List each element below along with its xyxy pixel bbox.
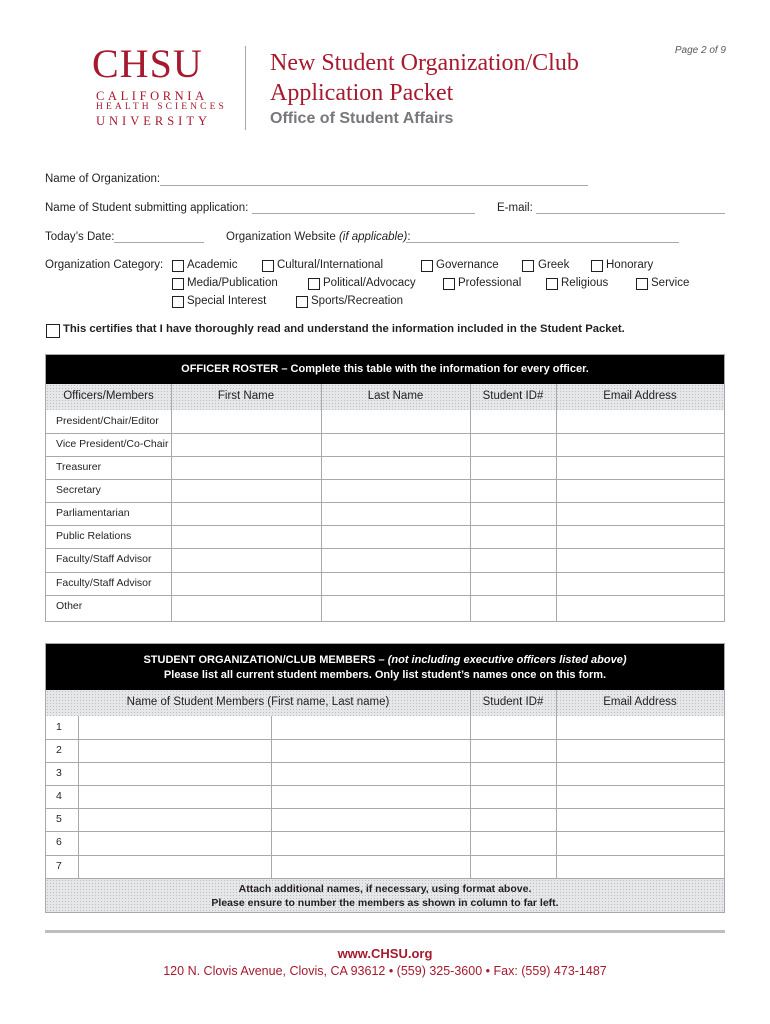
website-label xyxy=(226,231,411,243)
date-label: Today’s Date: xyxy=(45,231,115,243)
divider xyxy=(46,855,724,856)
checkbox-sports[interactable] xyxy=(296,296,308,308)
date-field[interactable] xyxy=(114,242,204,243)
col-first-name: First Name xyxy=(217,390,275,402)
divider xyxy=(46,831,724,832)
divider xyxy=(470,690,471,878)
page-number: Page 2 of 9 xyxy=(674,45,726,56)
student-name-field[interactable] xyxy=(252,213,475,214)
website-note: (if applicable) xyxy=(338,231,408,243)
table-row-label: Faculty/Staff Advisor xyxy=(56,577,152,589)
title-line-2: Application Packet xyxy=(270,80,454,106)
table-row-label: Other xyxy=(56,600,83,612)
category-political-label: Political/Advocacy xyxy=(323,277,416,289)
members-table xyxy=(45,643,725,913)
checkbox-cultural[interactable] xyxy=(262,260,274,272)
certify-text: This certifies that I have thoroughly read and understand the information included in the Student Packet. xyxy=(63,323,625,335)
logo-health-sciences: HEALTH SCIENCES xyxy=(96,102,227,112)
divider xyxy=(271,716,272,878)
subtitle: Office of Student Affairs xyxy=(270,110,454,127)
category-media-label: Media/Publication xyxy=(187,277,278,289)
officer-roster-column-header xyxy=(46,384,724,410)
member-row-number: 5 xyxy=(56,813,62,825)
checkbox-academic[interactable] xyxy=(172,260,184,272)
email-field[interactable] xyxy=(536,213,725,214)
category-cultural-label: Cultural/International xyxy=(277,259,384,271)
website-colon: : xyxy=(407,231,411,243)
officer-roster-title xyxy=(46,355,724,384)
col-member-id: Student ID# xyxy=(482,696,544,708)
title-line-1: New Student Organization/Club xyxy=(270,50,579,76)
members-footer-line-2: Please ensure to number the members as shown in column to far left. xyxy=(211,897,559,909)
col-email: Email Address xyxy=(603,390,677,402)
table-row-label: President/Chair/Editor xyxy=(56,415,159,427)
table-row-label: Secretary xyxy=(56,484,101,496)
divider xyxy=(46,808,724,809)
email-label: E-mail: xyxy=(497,202,533,214)
checkbox-honorary[interactable] xyxy=(591,260,603,272)
officer-roster-title-bold: OFFICER ROSTER xyxy=(181,363,279,375)
checkbox-special-interest[interactable] xyxy=(172,296,184,308)
checkbox-professional[interactable] xyxy=(443,278,455,290)
checkbox-greek[interactable] xyxy=(522,260,534,272)
footer-url[interactable]: www.CHSU.org xyxy=(337,946,433,961)
col-officers: Officers/Members xyxy=(63,390,154,402)
col-student-id: Student ID# xyxy=(482,390,544,402)
members-footer-line-1: Attach additional names, if necessary, using format above. xyxy=(238,883,532,895)
members-title xyxy=(46,644,724,690)
header-divider xyxy=(245,46,246,130)
table-row-label: Faculty/Staff Advisor xyxy=(56,553,152,565)
checkbox-political[interactable] xyxy=(308,278,320,290)
org-name-label: Name of Organization: xyxy=(45,173,161,185)
category-greek-label: Greek xyxy=(538,259,570,271)
members-title-dash: – xyxy=(375,654,388,666)
logo-california: CALIFORNIA xyxy=(96,89,208,103)
checkbox-certify[interactable] xyxy=(46,324,60,338)
category-religious-label: Religious xyxy=(561,277,609,289)
category-governance-label: Governance xyxy=(436,259,499,271)
divider xyxy=(46,762,724,763)
website-label-text: Organization Website xyxy=(226,231,336,243)
members-title-line-1 xyxy=(46,653,724,668)
website-field[interactable] xyxy=(406,242,679,243)
members-title-italic: (not including executive officers listed above) xyxy=(387,654,627,666)
category-professional-label: Professional xyxy=(458,277,522,289)
member-row-number: 1 xyxy=(56,721,62,733)
members-title-line-2: Please list all current student members. Only list student’s names once on this form. xyxy=(163,669,607,681)
student-name-label: Name of Student submitting application: xyxy=(45,202,249,214)
footer-address: 120 N. Clovis Avenue, Clovis, CA 93612 • (559) 325-3600 • Fax: (559) 473-1487 xyxy=(163,964,607,978)
members-column-header xyxy=(46,690,724,716)
category-label: Organization Category: xyxy=(45,259,164,271)
category-special-interest-label: Special Interest xyxy=(187,295,267,307)
checkbox-governance[interactable] xyxy=(421,260,433,272)
col-member-email: Email Address xyxy=(603,696,677,708)
checkbox-media[interactable] xyxy=(172,278,184,290)
footer-divider xyxy=(45,930,725,933)
officer-roster-title-rest: – Complete this table with the information for every officer. xyxy=(278,363,589,375)
category-sports-label: Sports/Recreation xyxy=(311,295,404,307)
members-footer-note xyxy=(46,879,724,912)
category-academic-label: Academic xyxy=(187,259,238,271)
member-row-number: 3 xyxy=(56,767,62,779)
checkbox-service[interactable] xyxy=(636,278,648,290)
org-name-field[interactable] xyxy=(160,185,588,186)
table-row-label: Treasurer xyxy=(56,461,102,473)
member-row-number: 7 xyxy=(56,860,62,872)
logo-university: UNIVERSITY xyxy=(96,114,211,128)
members-title-bold: STUDENT ORGANIZATION/CLUB MEMBERS xyxy=(143,654,376,666)
member-row-number: 2 xyxy=(56,744,62,756)
divider xyxy=(78,716,79,878)
divider xyxy=(46,739,724,740)
table-row-label: Public Relations xyxy=(56,530,132,542)
member-row-number: 6 xyxy=(56,836,62,848)
divider xyxy=(46,785,724,786)
member-row-number: 4 xyxy=(56,790,62,802)
category-service-label: Service xyxy=(651,277,690,289)
col-member-name: Name of Student Members (First name, Last name) xyxy=(126,696,390,708)
category-honorary-label: Honorary xyxy=(606,259,654,271)
logo-chsu: CHSU xyxy=(92,41,203,86)
table-row-label: Vice President/Co-Chair xyxy=(56,438,169,450)
checkbox-religious[interactable] xyxy=(546,278,558,290)
col-last-name: Last Name xyxy=(367,390,424,402)
divider xyxy=(556,690,557,878)
table-row-label: Parliamentarian xyxy=(56,507,130,519)
officer-roster-table xyxy=(45,354,725,622)
